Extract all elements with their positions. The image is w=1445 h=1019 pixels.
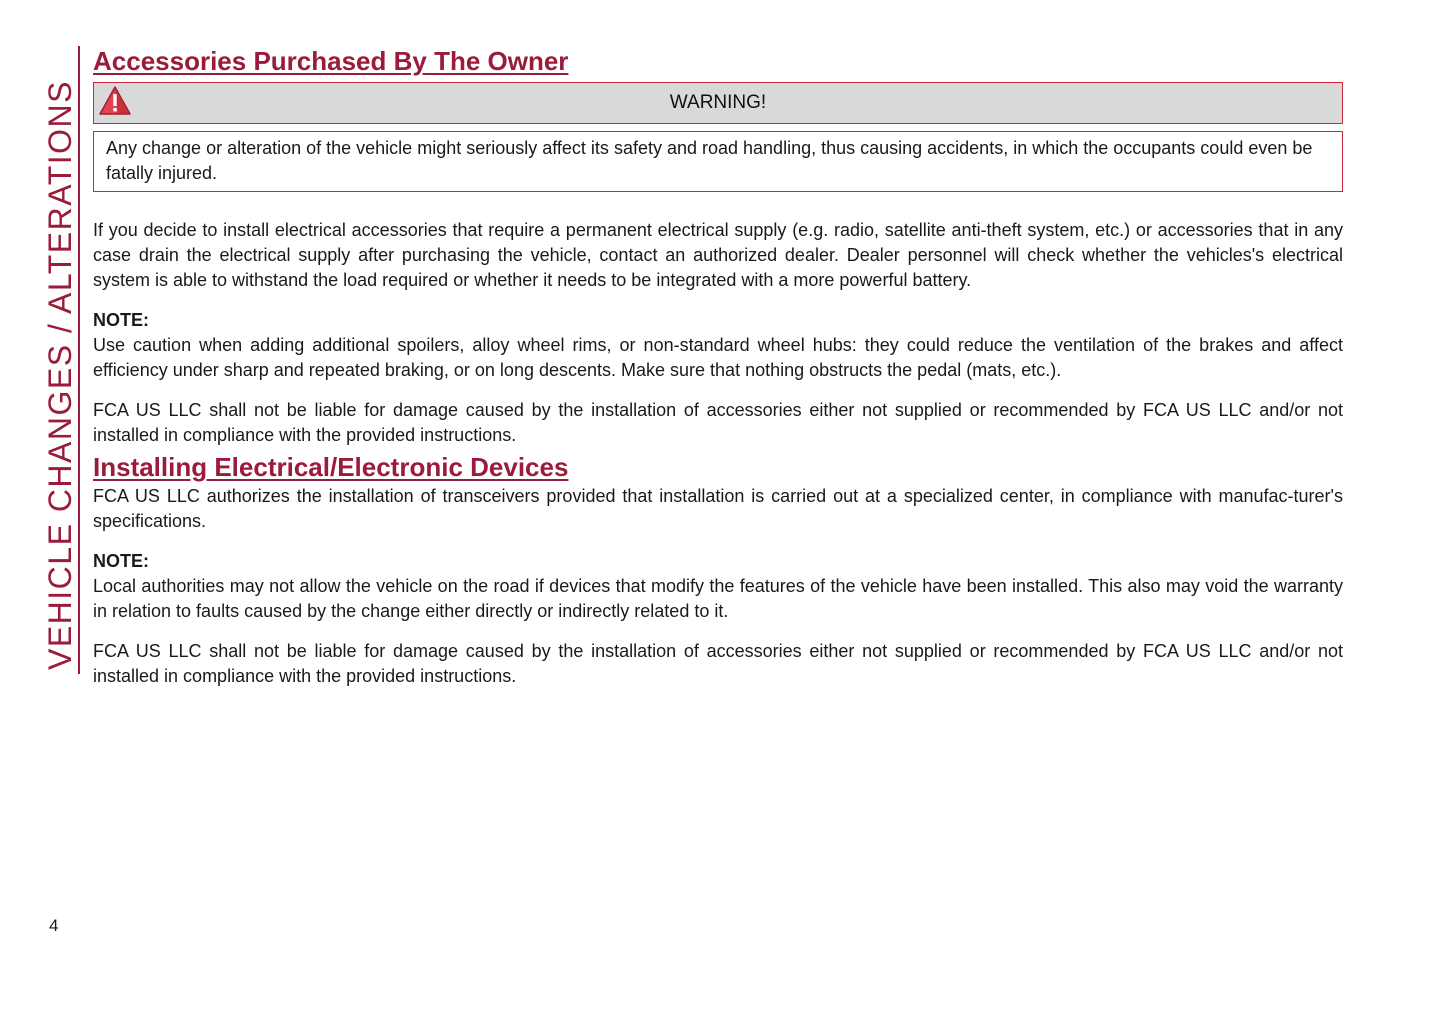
warning-header: [93, 82, 1343, 124]
section-title-electronic-devices: Installing Electrical/Electronic Devices: [93, 452, 569, 482]
note-text-spoilers: Use caution when adding additional spoilers, alloy wheel rims, or non-standard wheel hubs: they could reduce the ventilation of the brakes and affect efficiency under sharp and repeated braking, or on long descents. Make sure that nothing obstructs the pedal (mats, etc.).: [93, 335, 1343, 380]
warning-text: Any change or alteration of the vehicle might seriously affect its safety and road handling, thus causing accidents, in which the occupants could even be fatally injured.: [93, 131, 1343, 192]
paragraph-liability: FCA US LLC shall not be liable for damage caused by the installation of accessories either not supplied or recommended by FCA US LLC and/or not installed in compliance with the provided instructions.: [93, 400, 1343, 445]
chapter-side-label: VEHICLE CHANGES / ALTERATIONS: [42, 80, 78, 670]
paragraph-liability: FCA US LLC shall not be liable for damage caused by the installation of accessories either not supplied or recommended by FCA US LLC and/or not installed in compliance with the provided instructions.: [93, 641, 1343, 686]
main-content: [93, 44, 1343, 689]
section-title-accessories: Accessories Purchased By The Owner: [93, 46, 569, 76]
warning-title: WARNING!: [669, 92, 767, 113]
note-label: NOTE:: [93, 310, 149, 330]
note-text-local-authorities: Local authorities may not allow the vehicle on the road if devices that modify the features of the vehicle have been installed. This also may void the warranty in relation to faults caused by the change either directly or indirectly related to it.: [93, 576, 1343, 621]
note-label: NOTE:: [93, 551, 149, 571]
paragraph-transceivers: FCA US LLC authorizes the installation of transceivers provided that installation is carried out at a specialized center, in compliance with manufac-turer's specifications.: [93, 486, 1343, 531]
paragraph-electrical-accessories: If you decide to install electrical accessories that require a permanent electrical supply (e.g. radio, satellite anti-theft system, etc.) or accessories that in any case drain the electrical supply after purchasing the vehicle, contact an authorized dealer. Dealer personnel will check whether the vehicles's electrical system is able to withstand the load required or whether it needs to be integrated with a more powerful battery.: [93, 220, 1343, 290]
page-number: 4: [49, 916, 59, 935]
warning-triangle-icon: [98, 85, 132, 117]
